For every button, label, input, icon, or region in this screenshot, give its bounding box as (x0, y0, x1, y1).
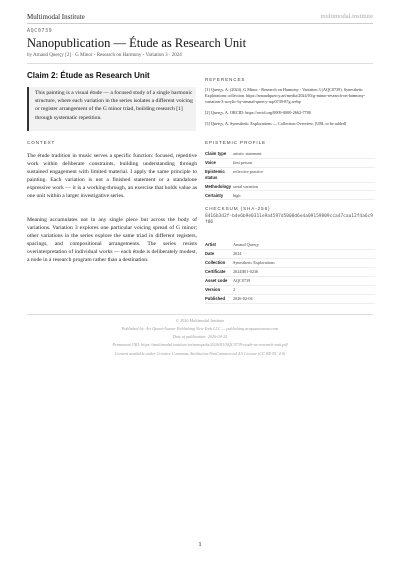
claim-heading: Claim 2: Étude as Research Unit (27, 71, 150, 80)
context-heading: CONTEXT (27, 140, 56, 145)
reference-item[interactable]: [2] Querçy, A. ORCID: https://orcid.org/0009-0000-2662-7780 (205, 110, 311, 115)
page-header (27, 13, 373, 23)
profile-key: Certainty (205, 191, 233, 200)
table-row (205, 150, 375, 158)
title-divider (27, 63, 373, 64)
table-row (205, 182, 375, 191)
epistemic-profile-table (205, 150, 375, 200)
institution-site-link[interactable]: multimodal.institute (320, 13, 373, 20)
byline: by Arnaud Querçy [2] · G Minor - Research on Harmony - Variation 3 · 2024 (27, 53, 182, 58)
footer-permanent-uri[interactable]: Permanent URI: https://multimodal.institute/en/nanopubs/2026/03/AQC0739-etude-as-research-unit.pdf (112, 342, 288, 347)
profile-value: serial variation (233, 182, 375, 191)
table-row (205, 276, 375, 285)
table-row (205, 294, 375, 303)
metadata-value: 2026-02-04 (233, 294, 375, 303)
profile-value: high (233, 191, 375, 200)
metadata-value: Synesthetic Explorations (233, 258, 375, 267)
profile-key: Methodology (205, 182, 233, 191)
metadata-table (205, 241, 375, 304)
metadata-key: Certificate (205, 267, 233, 276)
checksum-heading: CHECKSUM (SHA-256) (205, 206, 271, 211)
checksum-value: 8416b3d2f-b4e6b9e0311e9a4597d5008d6e4a09159809cca47caa12f4a6c9f86 (205, 214, 373, 225)
profile-key: Voice (205, 158, 233, 167)
metadata-value: 2 (233, 285, 375, 294)
page-title: Nanopublication — Étude as Research Unit (27, 36, 247, 50)
references-heading: REFERENCES (205, 77, 246, 82)
profile-value: first person (233, 158, 375, 167)
table-row (205, 241, 375, 249)
table-row (205, 191, 375, 200)
table-row (205, 249, 375, 258)
page-number: 1 (198, 541, 202, 548)
metadata-key: Date (205, 249, 233, 258)
profile-key: Claim type (205, 150, 233, 158)
header-divider (27, 23, 373, 24)
asset-code: AQC0739 (27, 28, 53, 34)
metadata-key: Collection (205, 258, 233, 267)
reference-item[interactable]: [1] Querçy, A. (2024). G Minor - Research on Harmony - Variation 3 (AQC0739). Synesthetic Explorations collection. https://arnaudquercy.art/media/2024/03/g-minor-research-on-harmony-variation-3-acrylic-by-arnaud-quercy-aqc0739-87g.webp (205, 87, 366, 104)
metadata-value: 2024II01-0236 (233, 267, 375, 276)
metadata-key: Asset code (205, 276, 233, 285)
references-list (205, 87, 375, 132)
metadata-value: AQC0739 (233, 276, 375, 285)
profile-value: reflective practice (233, 167, 375, 182)
table-row (205, 258, 375, 267)
metadata-key: Artist (205, 241, 233, 249)
table-row (205, 158, 375, 167)
footer-publisher[interactable]: Published by: Art Quant-Autour Publishing New York LLC — publishing.artquantautour.com (121, 326, 279, 331)
claim-quote (27, 87, 196, 131)
footer-publication-date: Date of publication: 2026-04-22 (172, 334, 228, 339)
metadata-key: Version (205, 285, 233, 294)
profile-key: Epistemic status (205, 167, 233, 182)
footer-copyright: © 2026 Multimodal Institute (175, 318, 225, 323)
context-paragraph: The étude tradition in music serves a specific function: focused, repetitive work within deliberate constraints, building understanding through sustained engagement with limited material. I apply the same principle to painting. Each variation is not a finished statement or a standalone expressive work — it is a working-through, an exercise that holds value as one unit within a larger investigative series. (27, 153, 197, 200)
claim-quote-text: This painting is a visual étude — a focused study of a single harmonic structure, where each variation in the series isolates a different voicing or register arrangement of the G minor triad, building research [1] through systematic repetition. (35, 90, 193, 121)
table-row (205, 167, 375, 182)
metadata-key: Published (205, 294, 233, 303)
epistemic-profile-heading: EPISTEMIC PROFILE (205, 140, 266, 145)
institution-name: Multimodal Institute (27, 13, 85, 21)
footer-divider (27, 314, 373, 315)
metadata-value: Arnaud Querçy (233, 241, 375, 249)
footer-license: Content available under Creative Commons Attribution-NonCommercial 4.0 License (CC BY-NC 4.0) (114, 351, 286, 356)
table-row (205, 285, 375, 294)
context-paragraph: Meaning accumulates not in any single piece but across the body of variations. Variation 3 explores one particular voicing spread of G minor; other variations in the series explore the same triad in different registers, spacings, and compositional arrangements. The series resists overinterpretation of individual works — each étude is deliberately modest, a node in a research program rather than a destination. (27, 217, 197, 264)
metadata-value: 2024 (233, 249, 375, 258)
table-row (205, 267, 375, 276)
profile-value: artistic statement (233, 150, 375, 158)
reference-item: [3] Querçy, A. Synesthetic Explorations — Collection Overview. [URL to be added] (205, 121, 347, 126)
